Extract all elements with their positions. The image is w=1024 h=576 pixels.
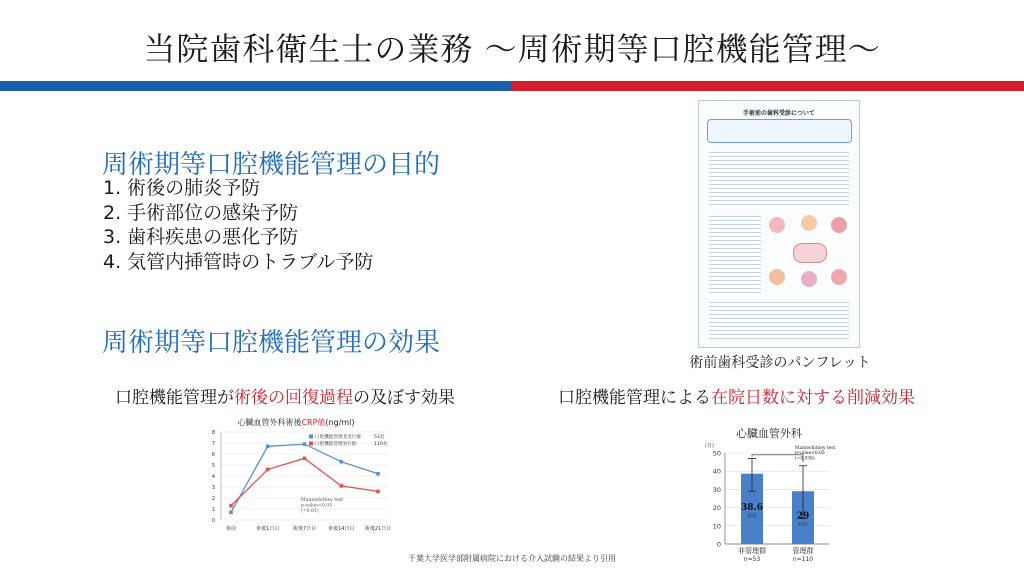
y-tick-label: 0 bbox=[211, 518, 215, 524]
pamphlet-header-box bbox=[707, 119, 852, 143]
y-tick-label: 50 bbox=[712, 449, 721, 458]
x-category-label: 非管理群 bbox=[738, 547, 766, 555]
x-category-label: 管理群 bbox=[792, 547, 814, 555]
stat-annotation: (=0.038) bbox=[795, 456, 815, 462]
legend-n: 110名 bbox=[374, 442, 388, 447]
y-tick-label: 40 bbox=[712, 467, 721, 476]
right-chart-subtitle bbox=[558, 383, 915, 408]
y-tick-label: 8 bbox=[211, 430, 215, 436]
pamphlet-title: 手術前の歯科受診について bbox=[743, 110, 815, 117]
bar-value-label: 29 bbox=[796, 511, 810, 522]
purpose-item: 1. 術後の肺炎予防 bbox=[103, 177, 261, 199]
legend-n: 53名 bbox=[374, 435, 385, 440]
chart-title bbox=[237, 417, 354, 427]
x-tick-label: 術後1日目 bbox=[256, 526, 280, 532]
stat-annotation: (=0.01) bbox=[301, 509, 319, 514]
y-tick-label: 3 bbox=[211, 485, 215, 491]
stat-annotation: p-value<0.05 bbox=[795, 451, 825, 457]
purpose-list bbox=[103, 176, 373, 274]
left-subtitle-highlight: 術後の回復過程 bbox=[234, 388, 353, 408]
x-tick-label: 術後14日目 bbox=[328, 526, 355, 532]
diagram-mouth-icon bbox=[793, 243, 827, 263]
bar-value-unit: (日) bbox=[798, 522, 808, 528]
chart-title-part: 心臓血管外科術後 bbox=[237, 418, 302, 427]
pamphlet-diagram bbox=[767, 213, 851, 293]
x-tick-label: 術後7日目 bbox=[292, 526, 317, 532]
diagram-organ-icon bbox=[801, 271, 817, 287]
x-n-label: n=53 bbox=[743, 556, 761, 563]
effect-heading: 周術期等口腔機能管理の効果 bbox=[102, 328, 441, 358]
y-tick-label: 1 bbox=[211, 507, 215, 513]
data-point bbox=[376, 472, 380, 476]
hospital-stay-bar-chart bbox=[697, 424, 837, 570]
y-tick-label: 10 bbox=[712, 522, 721, 531]
slide-title: 当院歯科衛生士の業務 ～周術期等口腔機能管理～ bbox=[143, 30, 881, 68]
y-tick-label: 6 bbox=[211, 452, 215, 458]
legend-swatch bbox=[309, 435, 313, 439]
y-tick-label: 4 bbox=[211, 474, 215, 480]
y-tick-label: 20 bbox=[712, 504, 721, 513]
bar-value-unit: (日) bbox=[747, 513, 757, 519]
x-tick-label: 術後21日目 bbox=[364, 526, 392, 532]
diagram-organ-icon bbox=[769, 217, 785, 233]
data-point bbox=[229, 504, 233, 508]
stat-annotation: Mannwhitney test bbox=[795, 446, 836, 451]
x-tick-label: 術前 bbox=[225, 526, 237, 532]
x-n-label: n=110 bbox=[792, 556, 814, 563]
left-subtitle-post: の及ぼす効果 bbox=[353, 388, 455, 408]
data-point bbox=[266, 468, 270, 472]
diagram-organ-icon bbox=[831, 269, 847, 285]
y-tick-label: 7 bbox=[211, 441, 215, 447]
data-point bbox=[303, 457, 307, 461]
diagram-organ-icon bbox=[801, 215, 817, 231]
legend-swatch bbox=[309, 442, 313, 446]
stat-annotation: Mannwhitney test bbox=[301, 498, 344, 503]
chart-title-part: (ng/ml) bbox=[325, 418, 355, 427]
right-subtitle-pre: 口腔機能管理による bbox=[558, 388, 711, 408]
data-point bbox=[303, 442, 307, 446]
chart-title: 心臓血管外科 bbox=[736, 427, 802, 440]
data-point bbox=[376, 490, 380, 494]
bar-value-label: 38.6 bbox=[741, 502, 763, 513]
right-subtitle-highlight: 在院日数に対する削減効果 bbox=[711, 388, 915, 408]
purpose-heading: 周術期等口腔機能管理の目的 bbox=[102, 150, 441, 180]
crp-line-chart bbox=[196, 412, 396, 546]
legend-label: 口腔機能管理非実行群 bbox=[315, 435, 361, 440]
left-chart-subtitle bbox=[115, 383, 455, 408]
header-accent-bar-blue bbox=[0, 81, 512, 91]
pamphlet-text-block bbox=[709, 299, 849, 339]
y-tick-label: 2 bbox=[211, 496, 215, 502]
y-unit-label: (日) bbox=[705, 443, 714, 449]
left-subtitle-pre: 口腔機能管理が bbox=[115, 388, 234, 408]
y-tick-label: 0 bbox=[716, 540, 721, 549]
pamphlet-image bbox=[698, 100, 860, 348]
y-tick-label: 30 bbox=[712, 485, 721, 494]
pamphlet-text-block bbox=[709, 213, 761, 293]
chart-title-highlight: CRP値 bbox=[301, 418, 326, 427]
purpose-item: 2. 手術部位の感染予防 bbox=[103, 201, 299, 224]
data-point bbox=[339, 484, 343, 488]
y-tick-label: 5 bbox=[211, 463, 215, 469]
data-point bbox=[339, 460, 343, 464]
diagram-organ-icon bbox=[831, 217, 847, 233]
purpose-item: 4. 気管内挿管時のトラブル予防 bbox=[103, 250, 374, 273]
diagram-organ-icon bbox=[769, 269, 785, 285]
pamphlet-text-block bbox=[709, 149, 849, 205]
header-accent-bar-red bbox=[512, 81, 1024, 91]
purpose-item: 3. 歯科疾患の悪化予防 bbox=[103, 226, 299, 248]
stat-annotation: p-value<0.05 bbox=[301, 503, 333, 509]
legend-label: 口腔機能管理実行群 bbox=[315, 442, 357, 447]
citation-note: 千葉大学医学部附属病院における介入試験の結果より引用 bbox=[408, 554, 616, 563]
data-point bbox=[266, 445, 270, 449]
data-point bbox=[229, 511, 233, 515]
pamphlet-caption: 術前歯科受診のパンフレット bbox=[689, 355, 871, 371]
